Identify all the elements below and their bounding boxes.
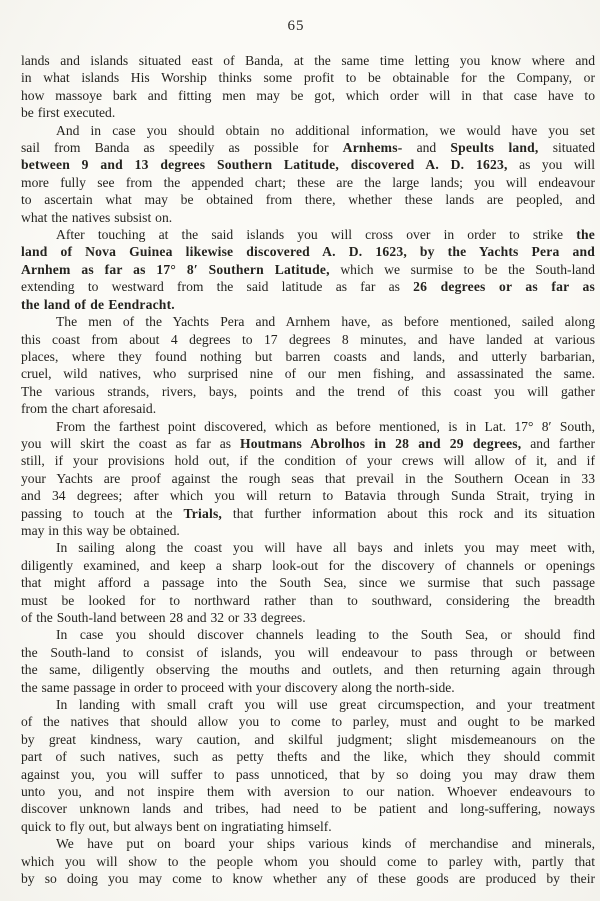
bold-phrase: 26 degrees or as far as [413,279,596,295]
text-line [21,139,595,156]
text-segment: what the natives subsist on. [21,209,173,225]
text-segment: still, if your provisions hold out, if the condition of your crews will allow of it, and if [21,453,595,469]
text-segment: of the South-land between 28 and 32 or 33 degrees. [21,610,306,625]
text-line [21,435,595,452]
text-line [21,870,595,887]
bold-phrase: Trials, [183,505,223,521]
text-segment: places, where they found nothing but barren coasts and lands, and utterly barbarian, [21,348,595,364]
text-line [21,69,595,86]
text-line [21,383,595,400]
text-line [21,731,595,748]
text-line [21,400,595,417]
text-line [21,835,595,852]
paragraph [21,313,595,417]
text-line [21,226,595,243]
text-line [21,679,595,696]
text-line [21,487,595,504]
text-segment: situated [538,140,595,156]
text-segment: In landing with small craft you will use great circumspection, and your treatment [56,697,595,713]
text-segment: cruel, wild natives, who surprised nine of our men fishing, and assassinated the same. [21,366,595,382]
text-segment: unto you, and not inspire them with aversion to our nation. Whoever endeavours to [21,784,595,800]
text-segment: the South-land to consist of islands, you will endeavour to pass through or between [21,644,595,660]
text-line [21,296,595,313]
text-segment: In case you should discover channels leading to the South Sea, or should find [56,627,595,643]
text-segment: sail from Banda as speedily as possible for [21,140,343,156]
text-line [21,418,595,435]
text-segment: diligently examined, and keep a sharp look-out for the discovery of channels or openings [21,557,595,573]
text-line [21,174,595,191]
text-line [21,696,595,713]
text-line [21,539,595,556]
text-segment: your Yachts are proof against the rough seas that prevail in the Southern Ocean in 33 [21,470,595,486]
text-segment: that further information about this rock and its situation [222,505,596,521]
paragraph [21,418,595,540]
text-segment: be first executed. [21,105,116,121]
bold-phrase: Houtmans Abrolhos in 28 and 29 degrees, [239,435,522,451]
text-line [21,87,595,104]
text-line [21,156,595,173]
text-line [21,470,595,487]
text-segment: by so doing you may come to know whether any of these goods are produced by their [21,871,595,887]
text-segment: against you, you will suffer to pass unnoticed, that by so doing you may draw them [21,766,595,782]
text-line [21,626,595,643]
text-line [21,191,595,208]
text-line [21,713,595,730]
text-line [21,557,595,574]
text-line [21,104,595,121]
text-line [21,261,595,278]
text-line [21,574,595,591]
text-segment: by great kindness, wary caution, and skilful judgment; slight misdemeanours on the [21,731,595,747]
text-segment: as you will [507,157,595,173]
text-segment: of the natives that should allow you to come to parley, must and ought to be marked [21,714,595,730]
text-line [21,278,595,295]
text-line [21,800,595,817]
paragraph [21,539,595,626]
paragraph [21,835,595,887]
paragraph [21,122,595,226]
text-segment: and 34 degrees; after which you will return to Batavia through Sunda Strait, trying in [21,488,595,504]
text-segment: The men of the Yachts Pera and Arnhem have, as before mentioned, sailed along [56,314,595,330]
text-segment: from the chart aforesaid. [21,401,157,417]
text-line [21,748,595,765]
page-text-block [21,52,595,888]
bold-phrase: the land of de Eendracht. [21,296,175,312]
text-segment: and farther [521,435,595,451]
paragraph [21,626,595,696]
text-segment: must be looked for to northward rather than to southward, considering the breadth [21,592,595,608]
text-segment: the same passage in order to proceed with your discovery along the north-side. [21,679,455,695]
text-line [21,313,595,330]
page-number: 65 [287,18,305,34]
text-line [21,52,595,69]
text-line [21,783,595,800]
text-segment: part of such natives, such as petty thefts and the like, which they should commit [21,749,595,765]
text-segment: In sailing along the coast you will have all bays and inlets you may meet with, [56,540,595,556]
bold-phrase: the [576,227,595,243]
text-segment: discover unknown lands and tribes, had need to be patient and long-suffering, noways [21,801,595,817]
text-segment: more fully see from the appended chart; these are the large lands; you will endeavour [21,174,595,190]
text-line [21,331,595,348]
text-line [21,766,595,783]
bold-phrase: land of Nova Guinea likewise discovered A. D. 1623, by the Yachts Pera and [21,244,595,260]
paragraph [21,696,595,835]
text-line [21,452,595,469]
text-line [21,592,595,609]
text-line [21,122,595,139]
text-line [21,209,595,226]
paragraph [21,226,595,313]
text-segment: and [402,140,451,156]
text-line [21,818,595,835]
text-line [21,644,595,661]
text-segment: The various strands, rivers, bays, points and the trend of this coast you will gather [21,383,595,399]
text-segment: how massoye bark and fitting men may be got, which order will in that case have to [21,87,595,103]
text-segment: And in case you should obtain no additional information, we would have you set [56,122,595,138]
text-line [21,243,595,260]
text-segment: you will skirt the coast as far as [21,435,240,451]
text-segment: quick to fly out, but always bent on ingratiating himself. [21,818,332,834]
text-line [21,505,595,522]
paragraph [21,52,595,122]
text-segment: to ascertain what may be obtained from there, whether these lands are peopled, and [21,192,595,208]
text-line [21,365,595,382]
text-segment: After touching at the said islands you will cross over in order to strike [56,227,577,243]
text-line [21,522,595,539]
text-line [21,853,595,870]
text-segment: extending to westward from the said latitude as far as [21,279,414,295]
bold-phrase: Arnhem as far as 17° 8′ Southern Latitude, [21,261,330,277]
text-segment: that might afford a passage into the South Sea, since we surmise that such passage [21,575,595,591]
text-segment: passing to touch at the [21,505,184,521]
bold-phrase: Speults land, [450,140,539,156]
text-segment: in what islands His Worship thinks some profit to be obtainable for the Company, or [21,70,595,86]
text-segment: the same, diligently observing the mouths and outlets, and then returning again through [21,662,595,678]
text-segment: may in this way be obtained. [21,522,180,538]
bold-phrase: between 9 and 13 degrees Southern Latitude, discovered A. D. 1623, [21,157,508,173]
text-segment: which we surmise to be the South-land [329,261,595,277]
text-segment: this coast from about 4 degrees to 17 degrees 8 minutes, and have landed at various [21,331,595,347]
text-segment: lands and islands situated east of Banda, at the same time letting you know where and [21,53,595,68]
text-segment: We have put on board your ships various kinds of merchandise and minerals, [56,836,595,852]
text-line [21,609,595,626]
text-line [21,661,595,678]
bold-phrase: Arnhems- [342,140,403,156]
text-line [21,348,595,365]
text-segment: From the farthest point discovered, which as before mentioned, is in Lat. 17° 8′ South, [56,418,595,434]
text-segment: which you will show to the people whom you should come to parley with, partly that [21,853,595,869]
